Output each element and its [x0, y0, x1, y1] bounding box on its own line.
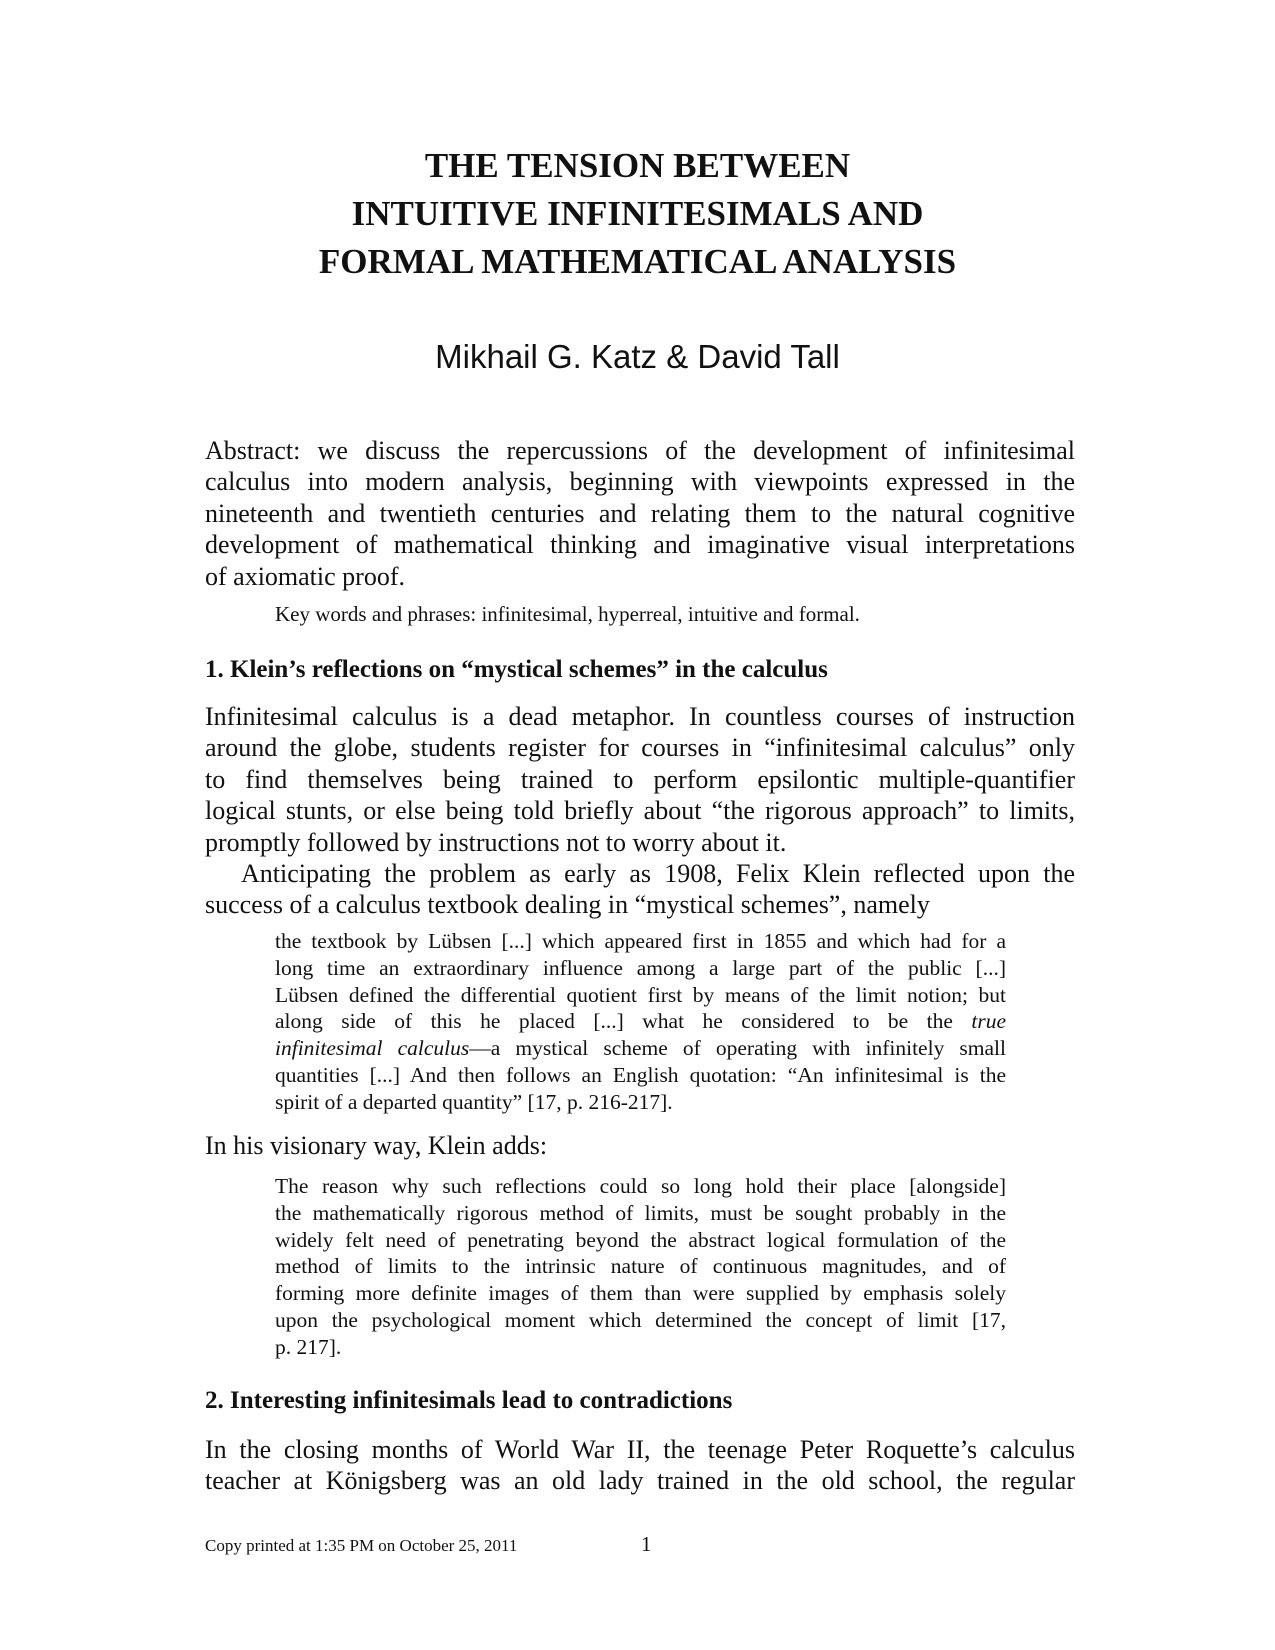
quote-text: the textbook by Lübsen [...] which appeared first in 1855 and which had for a: [275, 929, 1006, 953]
title-line: THE TENSION BETWEEN: [424, 146, 851, 185]
text-line: In the closing months of World War II, the teenage Peter Roquette’s calculus: [205, 1435, 1075, 1464]
quote-line: [275, 1089, 1006, 1116]
quote-text: the mathematically rigorous method of limits, must be sought probably in the: [275, 1200, 1006, 1225]
quote-text: upon the psychological moment which determined the concept of limit [17,: [275, 1307, 1006, 1332]
emphasis-text: true: [971, 1009, 1006, 1034]
title-line: FORMAL MATHEMATICAL ANALYSIS: [318, 242, 957, 281]
footer-print-info: Copy printed at 1:35 PM on October 25, 2011: [205, 1536, 518, 1555]
quote-line: [275, 1334, 1006, 1361]
block-quote: [275, 928, 1006, 1116]
section-heading: 2. Interesting infinitesimals lead to contradictions: [205, 1387, 733, 1414]
block-quote: [275, 1173, 1006, 1361]
quote-line: [275, 1200, 1006, 1227]
quote-text: spirit of a departed quantity” [17, p. 216-217].: [275, 1089, 673, 1114]
text-line: success of a calculus textbook dealing in “mystical schemes”, namely: [205, 890, 930, 920]
title-line: INTUITIVE INFINITESIMALS AND: [351, 194, 924, 233]
quote-text: long time an extraordinary influence among a large part of the public [...]: [275, 955, 1006, 980]
page-number: 1: [641, 1532, 652, 1556]
text-line: around the globe, students register for courses in “infinitesimal calculus” only: [205, 733, 1075, 763]
quote-line: [275, 982, 1006, 1009]
quote-line: [275, 1035, 1006, 1062]
text-line: of axiomatic proof.: [205, 561, 405, 591]
quote-line: [275, 1008, 1006, 1035]
authors: Mikhail G. Katz & David Tall: [435, 338, 840, 375]
quote-text: quantities [...] And then follows an English quotation: “An infinitesimal is the: [275, 1062, 1006, 1087]
quote-text: —a mystical scheme of operating with infinitely small: [469, 1036, 1006, 1061]
text-line: to find themselves being trained to perform epsilontic multiple-quantifier: [205, 764, 1075, 794]
quote-text: method of limits to the intrinsic nature of continuous magnitudes, and of: [275, 1254, 1006, 1279]
quote-line: [275, 1227, 1006, 1254]
text-line: Infinitesimal calculus is a dead metaphor. In countless courses of instruction: [205, 702, 1075, 731]
quote-text: Lübsen defined the differential quotient first by means of the limit notion; but: [275, 982, 1006, 1007]
keywords: Key words and phrases: infinitesimal, hyperreal, intuitive and formal.: [275, 602, 860, 626]
quote-line: [275, 1307, 1006, 1334]
quote-line: [275, 928, 1006, 955]
paragraph: [205, 701, 1075, 858]
quote-line: [275, 1173, 1006, 1200]
text-line: Abstract: we discuss the repercussions of the development of infinitesimal: [205, 436, 1075, 465]
abstract: [205, 435, 1075, 592]
text-line: teacher at Königsberg was an old lady trained in the old school, the regular: [205, 1466, 1075, 1496]
text-line: calculus into modern analysis, beginning with viewpoints expressed in the: [205, 467, 1075, 497]
text-line: nineteenth and twentieth centuries and relating them to the natural cognitive: [205, 498, 1075, 528]
paper-title: [0, 142, 1275, 286]
text-line: promptly followed by instructions not to worry about it.: [205, 827, 787, 857]
text-line: In his visionary way, Klein adds:: [205, 1131, 548, 1160]
quote-text: p. 217].: [275, 1334, 342, 1359]
quote-text: forming more definite images of them than were supplied by emphasis solely: [275, 1281, 1006, 1306]
text-line: development of mathematical thinking and imaginative visual interpretations: [205, 530, 1075, 560]
quote-text: widely felt need of penetrating beyond the abstract logical formulation of the: [275, 1227, 1006, 1252]
text-line: Anticipating the problem as early as 1908, Felix Klein reflected upon the: [241, 859, 1075, 888]
quote-line: [275, 1253, 1006, 1280]
quote-line: [275, 955, 1006, 982]
quote-line: [275, 1280, 1006, 1307]
paragraph: [205, 858, 1075, 921]
text-line: logical stunts, or else being told briefly about “the rigorous approach” to limits,: [205, 796, 1075, 826]
quote-text: The reason why such reflections could so long hold their place [alongside]: [275, 1174, 1006, 1198]
quote-line: [275, 1062, 1006, 1089]
section-heading: 1. Klein’s reflections on “mystical schemes” in the calculus: [205, 656, 828, 683]
emphasis-text: infinitesimal calculus: [275, 1036, 470, 1061]
paragraph: [205, 1130, 1075, 1161]
quote-text: along side of this he placed [...] what he considered to be the: [275, 1009, 972, 1034]
paragraph: [205, 1434, 1075, 1497]
